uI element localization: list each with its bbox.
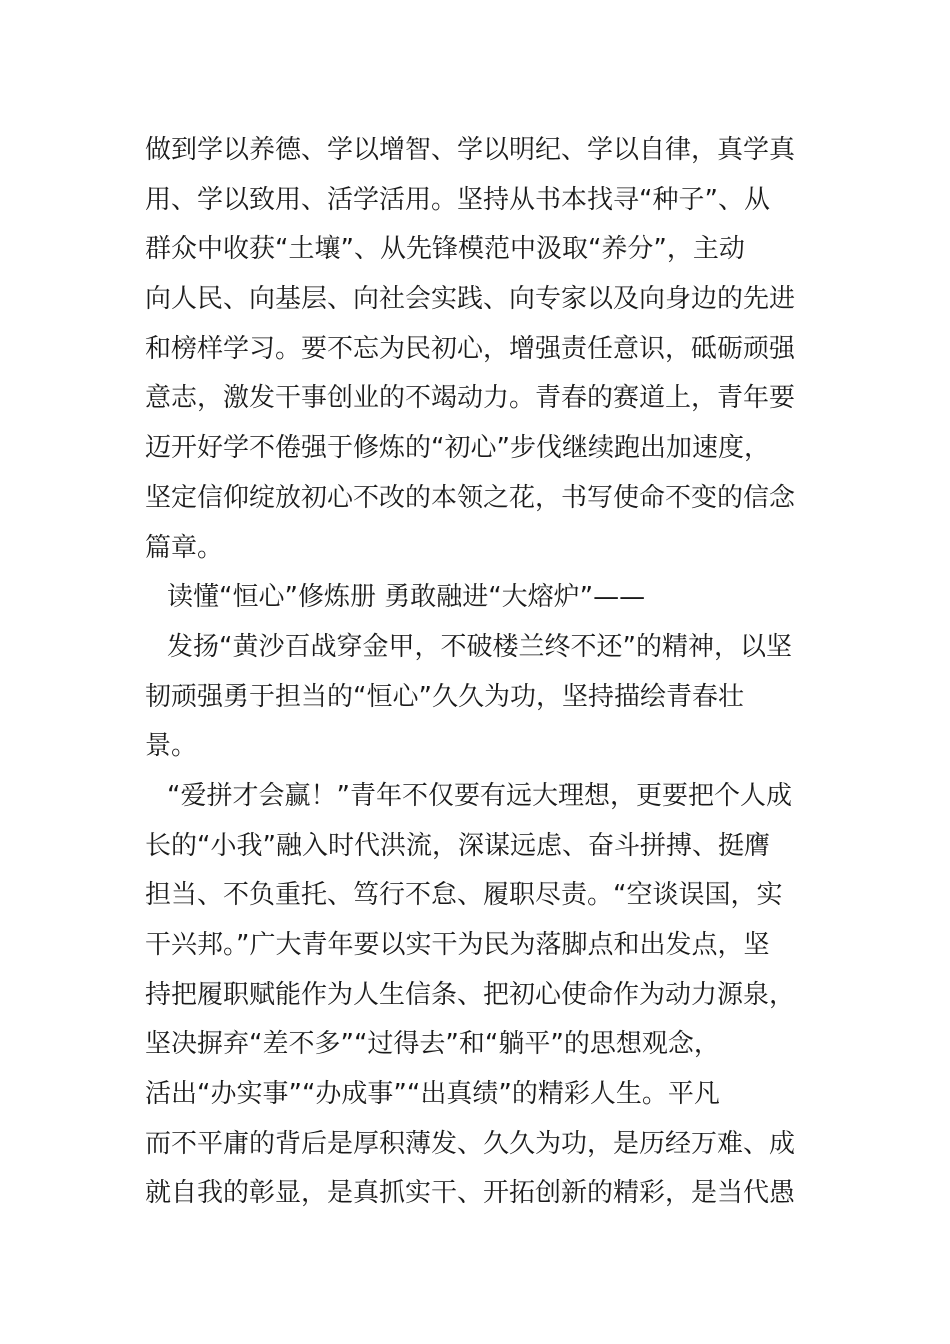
text-line: 持把履职赋能作为人生信条、把初心使命作为动力源泉，	[145, 979, 796, 1010]
text-line: 坚决摒弃“差不多”“过得去”和“躺平”的思想观念，	[145, 1029, 720, 1060]
text-line: 韧顽强勇于担当的“恒心”久久为功，坚持描绘青春壮	[145, 681, 744, 712]
text-line: 坚定信仰绽放初心不改的本领之花，书写使命不变的信念	[145, 482, 796, 513]
text-line: 发扬“黄沙百战穿金甲，不破楼兰终不还”的精神，以坚	[167, 631, 792, 662]
text-line: 景。	[145, 731, 198, 762]
section-heading: 读懂“恒心”修炼册 勇敢融进“大熔炉”——	[167, 582, 646, 613]
text-line: 意志，激发干事创业的不竭动力。青春的赛道上，青年要	[145, 383, 796, 414]
text-line: 干兴邦。”广大青年要以实干为民为落脚点和出发点，坚	[145, 930, 770, 960]
text-line: 用、学以致用、活学活用。坚持从书本找寻“种子”、从	[145, 184, 770, 215]
text-line: 和榜样学习。要不忘为民初心，增强责任意识，砥砺顽强	[145, 333, 796, 364]
document-body	[145, 126, 810, 1219]
text-line: 做到学以养德、学以增智、学以明纪、学以自律，真学真	[145, 135, 796, 165]
text-line: 篇章。	[145, 532, 224, 563]
text-line: 向人民、向基层、向社会实践、向专家以及向身边的先进	[145, 284, 796, 315]
text-line: 活出“办实事”“办成事”“出真绩”的精彩人生。平凡	[145, 1079, 720, 1110]
text-line: 迈开好学不倦强于修炼的“初心”步伐继续跑出加速度，	[145, 433, 770, 464]
text-line: 担当、不负重托、笃行不怠、履职尽责。“空谈误国，实	[145, 880, 783, 911]
text-line: 就自我的彰显，是真抓实干、开拓创新的精彩，是当代愚	[145, 1178, 796, 1209]
text-line: 而不平庸的背后是厚积薄发、久久为功，是历经万难、成	[145, 1128, 796, 1159]
text-line: 长的“小我”融入时代洪流，深谋远虑、奋斗拼搏、挺膺	[145, 830, 770, 861]
text-line: “爱拼才会赢！”青年不仅要有远大理想，更要把个人成	[167, 780, 792, 811]
text-line: 群众中收获“土壤”、从先锋模范中汲取“养分”，主动	[145, 234, 745, 265]
